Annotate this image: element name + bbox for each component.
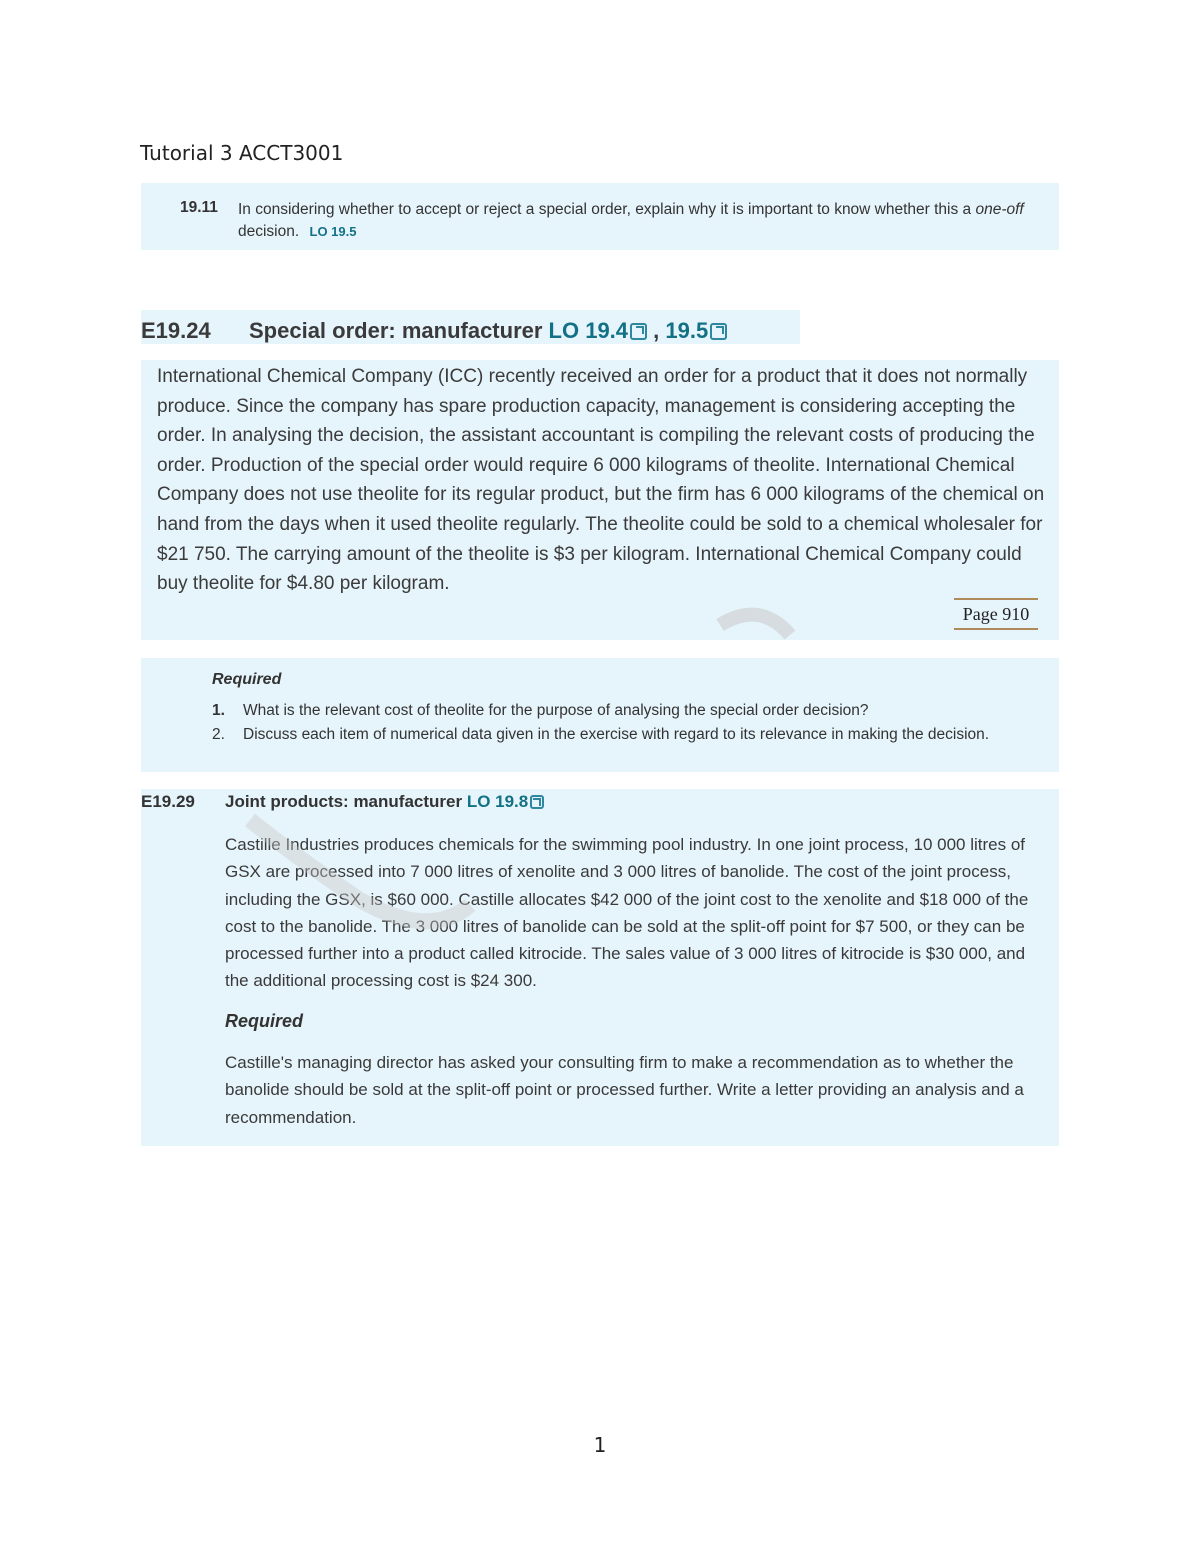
exercise-19-24-body — [141, 360, 1059, 640]
exercise-paragraph: International Chemical Company (ICC) recently received an order for a product that it does not normally produce. Since the company has spare production capacity, management is considering accepting the order. In analysing the decision, the assistant accountant is compiling the relevant costs of producing the order. Production of the special order would require 6 000 kilograms of theolite. International Chemical Company does not use theolite for its regular product, but the firm has 6 000 kilograms of the chemical on hand from the days when it used theolite regularly. The theolite could be sold to a chemical wholesaler for $21 750. The carrying amount of the theolite is $3 per kilogram. International Chemical Company could buy theolite for $4.80 per kilogram. — [157, 366, 1045, 595]
external-link-icon[interactable] — [710, 323, 727, 340]
required-text: Castille's managing director has asked your consulting firm to make a recommendation as to whether the banolide should be sold at the split-off point or processed further. Write a letter providing an analysis and a recommendation. — [225, 1053, 1024, 1127]
question-text-after: decision. — [238, 223, 300, 240]
required-heading: Required — [225, 1011, 304, 1031]
lo-19-4-link[interactable]: LO 19.4 — [548, 318, 629, 343]
list-item — [212, 699, 1032, 723]
list-item-number: 1. — [212, 702, 225, 719]
required-heading: Required — [212, 671, 282, 688]
list-item-text: Discuss each item of numerical data given in the exercise with regard to its relevance in making the decision. — [243, 725, 990, 743]
exercise-number: E19.24 — [141, 318, 211, 343]
external-link-icon[interactable] — [630, 323, 647, 340]
external-link-icon[interactable] — [530, 795, 544, 809]
lo-19-5-link[interactable]: 19.5 — [665, 318, 709, 343]
document-title: Tutorial 3 ACCT3001 — [140, 141, 344, 165]
required-list — [212, 699, 1032, 746]
lo-separator: , — [647, 318, 666, 343]
exercise-19-24-heading — [141, 310, 800, 344]
exercise-title-text: Special order: manufacturer — [249, 318, 549, 343]
exercise-title-text: Joint products: manufacturer — [225, 792, 467, 811]
list-item-number: 2. — [212, 725, 225, 743]
exercise-19-29-box — [141, 789, 1059, 1146]
learning-objective-link[interactable]: LO 19.5 — [309, 224, 357, 239]
list-item — [212, 723, 1032, 747]
exercise-paragraph: Castille Industries produces chemicals for the swimming pool industry. In one joint process, 10 000 litres of GSX are processed into 7 000 litres of xenolite and 3 000 litres of banolide. The cost of the joint process, including the GSX, is $60 000. Castille allocates $42 000 of the joint cost to the xenolite and $18 000 of the cost to the banolide. The 3 000 litres of banolide can be sold at the split-off point for $7 500, or they can be processed further into a product called kitrocide. The sales value of 3 000 litres of kitrocide is $30 000, and the additional processing cost is $24 300. — [225, 835, 1029, 991]
question-text — [238, 199, 1038, 243]
question-number: 19.11 — [180, 199, 218, 216]
exercise-number: E19.29 — [141, 792, 195, 811]
exercise-19-24-required — [141, 658, 1059, 772]
exercise-title — [249, 318, 727, 344]
question-19-11-box — [141, 183, 1059, 250]
question-text-emphasis: one-off — [975, 201, 1024, 218]
page-reference: Page 910 — [954, 598, 1038, 630]
question-text-before: In considering whether to accept or reject a special order, explain why it is important to know whether this a — [238, 201, 976, 218]
exercise-title — [225, 792, 544, 812]
list-item-text: What is the relevant cost of theolite for the purpose of analysing the special order decision? — [243, 702, 869, 719]
lo-19-8-link[interactable]: LO 19.8 — [466, 792, 529, 811]
page-number: 1 — [593, 1433, 607, 1457]
